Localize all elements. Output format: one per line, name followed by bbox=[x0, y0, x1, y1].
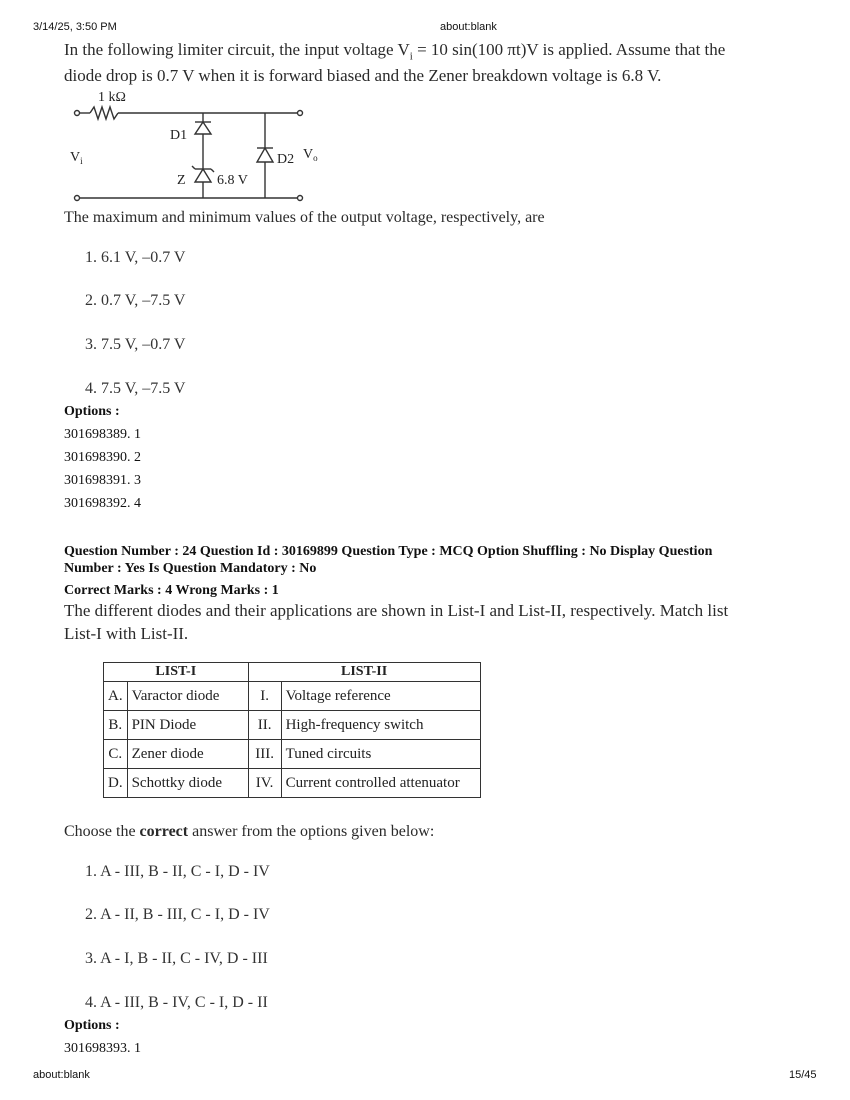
input-terminal-top bbox=[75, 111, 80, 116]
table-row bbox=[104, 711, 481, 740]
q24-choice-2: 2. A - II, B - III, C - I, D - IV bbox=[85, 906, 270, 923]
resistor-1k bbox=[90, 107, 118, 119]
list1-item: Zener diode bbox=[127, 740, 248, 769]
limiter-circuit-diagram bbox=[60, 86, 320, 212]
q24-choose-instruction: Choose the correct answer from the options given below: bbox=[64, 823, 435, 840]
list1-letter: C. bbox=[104, 740, 128, 769]
print-datetime: 3/14/25, 3:50 PM bbox=[33, 21, 117, 33]
q23-choice-3: 3. 7.5 V, –0.7 V bbox=[85, 336, 186, 353]
d2-diode-symbol bbox=[257, 148, 273, 162]
q23-choice-1: 1. 6.1 V, –0.7 V bbox=[85, 249, 186, 266]
q23-options-label: Options : bbox=[64, 404, 120, 419]
q23-option-id-1: 301698389. 1 bbox=[64, 427, 141, 442]
list1-item: Schottky diode bbox=[127, 769, 248, 798]
q24-text-line2: List-I with List-II. bbox=[64, 624, 189, 643]
list2-item: High-frequency switch bbox=[281, 711, 480, 740]
list2-numeral: IV. bbox=[248, 769, 281, 798]
list1-letter: A. bbox=[104, 682, 128, 711]
print-title: about:blank bbox=[440, 21, 497, 33]
list1-item: Varactor diode bbox=[127, 682, 248, 711]
q23-text-line2: diode drop is 0.7 V when it is forward biased and the Zener breakdown voltage is 6.8 V. bbox=[64, 66, 662, 85]
list1-header: LIST-I bbox=[104, 663, 249, 682]
q24-option-id-1: 301698393. 1 bbox=[64, 1041, 141, 1056]
vout-label: $V_o$ bbox=[303, 147, 318, 163]
q23-choice-2: 2. 0.7 V, –7.5 V bbox=[85, 292, 186, 309]
print-footer-url: about:blank bbox=[33, 1069, 90, 1081]
q24-choice-3: 3. A - I, B - II, C - IV, D - III bbox=[85, 950, 268, 967]
d1-diode-symbol bbox=[195, 122, 211, 134]
table-row bbox=[104, 682, 481, 711]
zener-diode-symbol bbox=[195, 169, 211, 182]
q24-text-line1: The different diodes and their applications are shown in List-I and List-II, respectively. Match list bbox=[64, 601, 729, 620]
list2-numeral: I. bbox=[248, 682, 281, 711]
list2-numeral: III. bbox=[248, 740, 281, 769]
list2-item: Current controlled attenuator bbox=[281, 769, 480, 798]
q23-option-id-2: 301698390. 2 bbox=[64, 450, 141, 465]
q23-choice-4: 4. 7.5 V, –7.5 V bbox=[85, 380, 186, 397]
d1-label: D1 bbox=[170, 128, 188, 143]
q23-option-id-3: 301698391. 3 bbox=[64, 473, 141, 488]
list2-item: Tuned circuits bbox=[281, 740, 480, 769]
q23-stem: The maximum and minimum values of the output voltage, respectively, are bbox=[64, 209, 545, 226]
print-page-number: 15/45 bbox=[789, 1069, 817, 1081]
vin-label: $V_i$ bbox=[70, 150, 83, 166]
table-row bbox=[104, 740, 481, 769]
output-terminal-bottom bbox=[298, 196, 303, 201]
list1-letter: B. bbox=[104, 711, 128, 740]
list2-header: LIST-II bbox=[248, 663, 480, 682]
q24-choice-1: 1. A - III, B - II, C - I, D - IV bbox=[85, 863, 270, 880]
resistor-label: 1 kΩ bbox=[98, 90, 126, 105]
table-header-row bbox=[104, 663, 481, 682]
q24-meta: Question Number : 24 Question Id : 30169899 Question Type : MCQ Option Shuffling : No Display Question Number : Yes Is Question Mandatory : No bbox=[64, 544, 713, 576]
list2-numeral: II. bbox=[248, 711, 281, 740]
list1-letter: D. bbox=[104, 769, 128, 798]
zener-label: Z bbox=[177, 173, 186, 188]
table-row bbox=[104, 769, 481, 798]
q24-choice-4: 4. A - III, B - IV, C - I, D - II bbox=[85, 994, 268, 1011]
q23-option-id-4: 301698392. 4 bbox=[64, 496, 141, 511]
d2-label: D2 bbox=[277, 152, 295, 167]
match-list-table bbox=[103, 662, 481, 798]
q24-marks: Correct Marks : 4 Wrong Marks : 1 bbox=[64, 583, 279, 598]
input-terminal-bottom bbox=[75, 196, 80, 201]
output-terminal-top bbox=[298, 111, 303, 116]
list2-item: Voltage reference bbox=[281, 682, 480, 711]
list1-item: PIN Diode bbox=[127, 711, 248, 740]
q24-options-label: Options : bbox=[64, 1018, 120, 1033]
q23-text-line1: In the following limiter circuit, the input voltage $V_i = 10$ sin(100 πt)V is applied. Assume that the bbox=[64, 40, 726, 63]
zener-voltage-label: 6.8 V bbox=[217, 173, 248, 188]
